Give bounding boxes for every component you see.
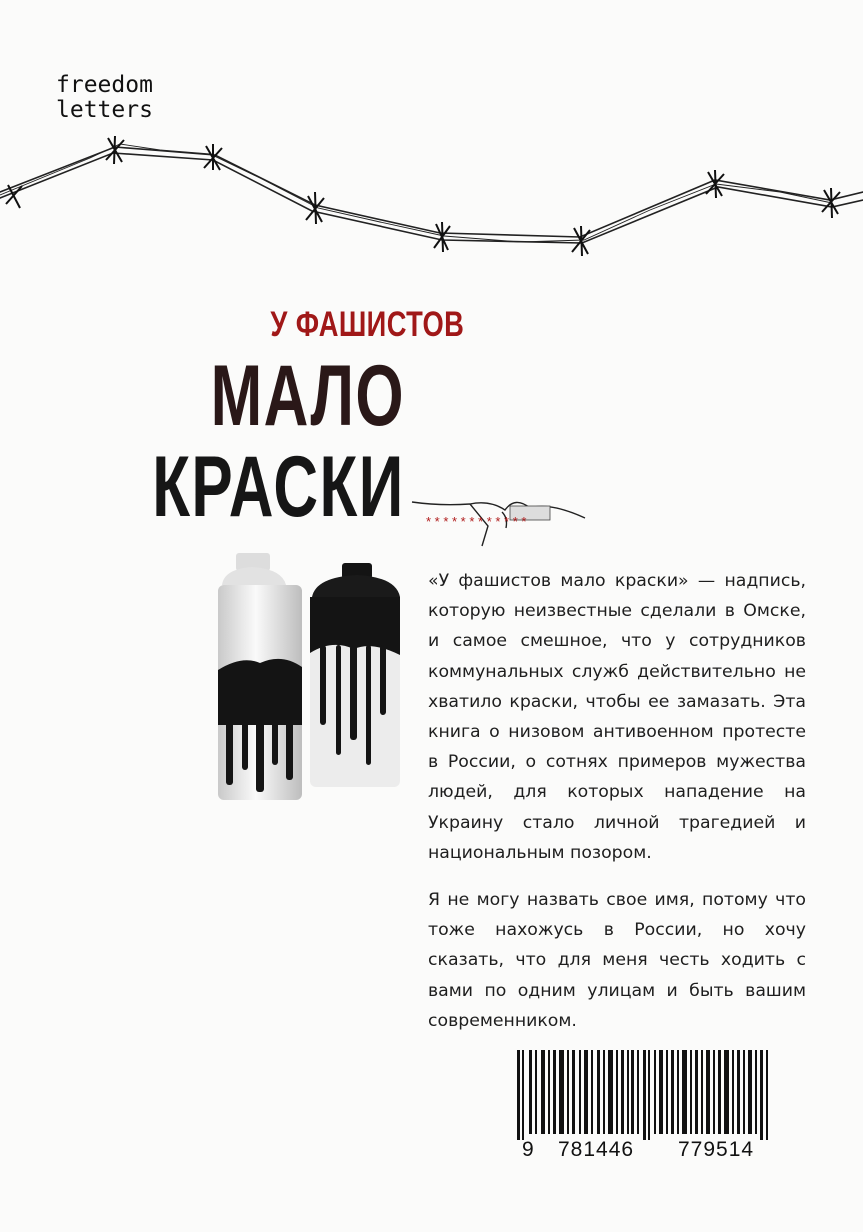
title-line-2: КРАСКИ: [152, 439, 405, 535]
barcode-group-2: 779514: [678, 1138, 755, 1161]
blurb-paragraph-1: «У фашистов мало краски» — надпись, которую неизвестные сделали в Омске, и самое смешное, что у сотрудников коммунальных служб действительно не хватило краски, чтобы ее замазать. Эта книга о низовом антивоенном протесте в России, о сотнях примеров мужества людей, для которых нападение на Украину стало личной трагедией и национальным позором.: [428, 571, 806, 863]
blurb: [428, 566, 806, 1053]
publisher-logo-line2: letters: [56, 97, 153, 123]
svg-text:* * * * * * * * * * * *: * * * * * * * * * * * *: [426, 514, 527, 529]
barcode-group-1: 781446: [558, 1138, 635, 1161]
spray-cans-illustration: [212, 545, 402, 805]
publisher-logo: [56, 73, 153, 123]
blurb-paragraph-2: Я не могу назвать свое имя, потому что тоже нахожусь в России, но хочу сказать, что для меня честь ходить с вами по одним улицам и быть вашим современником.: [428, 890, 806, 1031]
publisher-logo-line1: freedom: [56, 72, 153, 98]
title-line-1: МАЛО: [210, 348, 405, 444]
title-tagline: У ФАШИСТОВ: [270, 305, 465, 344]
barcode-digit-first: 9: [522, 1138, 535, 1161]
barbed-wire-illustration: [0, 130, 863, 260]
scribble-illustration: [410, 488, 600, 548]
barcode-graphic: [517, 1050, 817, 1140]
